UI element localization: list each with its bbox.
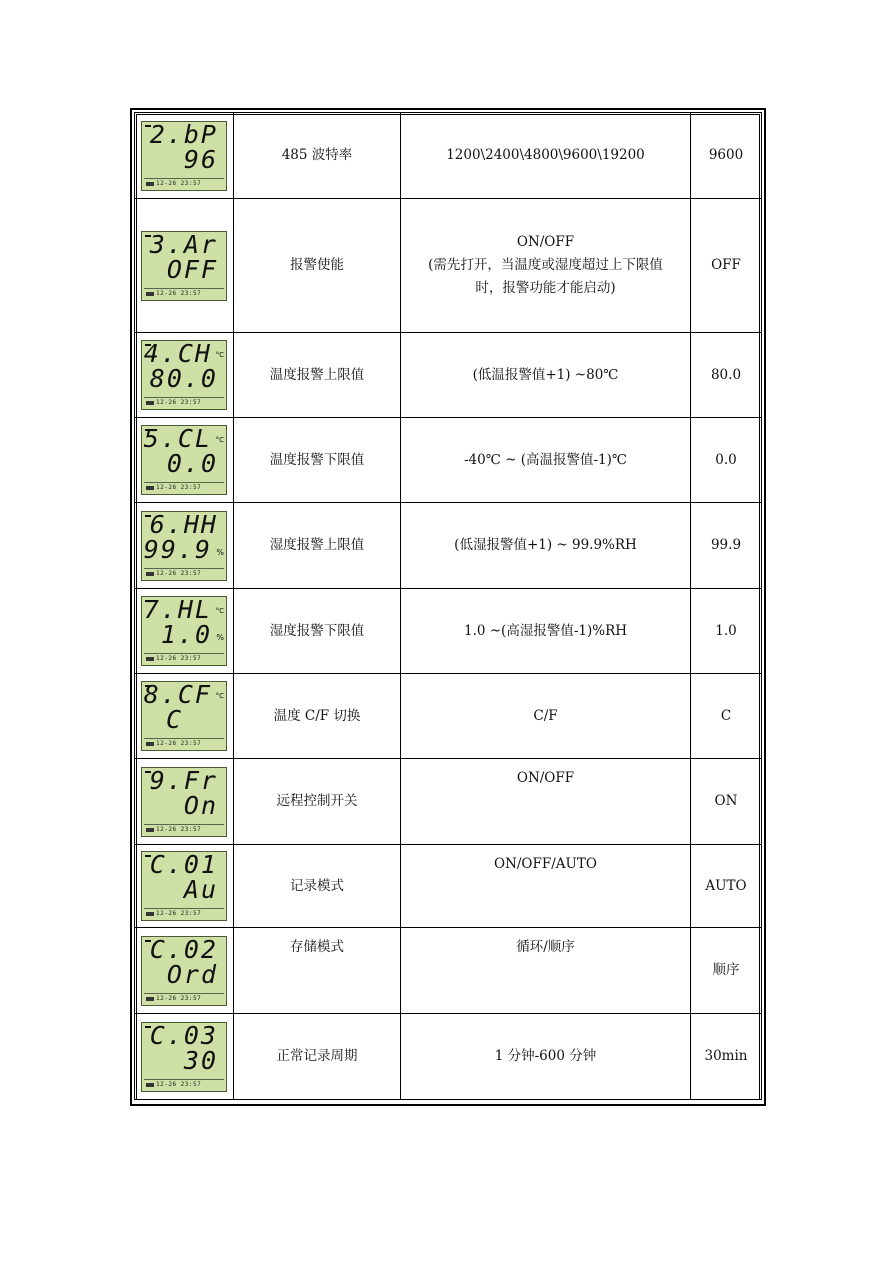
param-range bbox=[401, 333, 691, 418]
lcd-cell bbox=[135, 589, 234, 674]
lcd-battery-icon bbox=[146, 912, 154, 916]
lcd-line2: On bbox=[183, 790, 218, 820]
lcd-footer: 12-26 23:57 bbox=[156, 179, 202, 187]
lcd-separator bbox=[144, 288, 224, 289]
lcd-cell bbox=[135, 333, 234, 418]
table-row bbox=[135, 759, 762, 845]
lcd-display bbox=[141, 511, 227, 581]
lcd-unit1: °C bbox=[215, 692, 224, 700]
parameter-table bbox=[134, 112, 762, 1100]
param-range bbox=[401, 589, 691, 674]
lcd-battery-icon bbox=[146, 1083, 154, 1087]
param-name: 远程控制开关 bbox=[234, 759, 401, 845]
param-name: 湿度报警上限值 bbox=[234, 503, 401, 589]
lcd-line2: 80.0 bbox=[149, 364, 218, 393]
lcd-line1: 8.CF bbox=[143, 680, 212, 709]
table-row bbox=[135, 418, 762, 503]
param-name: 正常记录周期 bbox=[234, 1014, 401, 1100]
lcd-footer: 12-26 23:57 bbox=[156, 399, 202, 406]
param-default: 0.0 bbox=[691, 418, 762, 503]
table-row bbox=[135, 928, 762, 1014]
lcd-unit1: °C bbox=[215, 607, 224, 615]
range-line: ON/OFF bbox=[516, 234, 575, 250]
param-range bbox=[401, 1014, 691, 1100]
param-range bbox=[401, 674, 691, 759]
lcd-battery-icon bbox=[146, 572, 154, 576]
lcd-footer: 12-26 23:57 bbox=[156, 1080, 202, 1088]
lcd-battery-icon bbox=[146, 828, 154, 832]
lcd-cell bbox=[135, 1014, 234, 1100]
lcd-cell bbox=[135, 503, 234, 589]
range-line: (需先打开，当温度或湿度超过上下限值 bbox=[428, 257, 663, 273]
param-range bbox=[401, 759, 691, 845]
param-name: 记录模式 bbox=[234, 845, 401, 928]
range-line: ON/OFF bbox=[516, 770, 575, 786]
lcd-display bbox=[141, 681, 227, 751]
range-line: (低湿报警值+1) ~ 99.9%RH bbox=[454, 537, 637, 553]
param-default: 99.9 bbox=[691, 503, 762, 589]
param-default: C bbox=[691, 674, 762, 759]
lcd-cell bbox=[135, 199, 234, 333]
lcd-line2: OFF bbox=[166, 254, 218, 284]
lcd-cell bbox=[135, 674, 234, 759]
lcd-cell bbox=[135, 928, 234, 1014]
table-row bbox=[135, 589, 762, 674]
param-range bbox=[401, 199, 691, 333]
range-line: -40℃ ~ (高温报警值-1)℃ bbox=[463, 451, 628, 468]
param-range bbox=[401, 845, 691, 928]
lcd-cell bbox=[135, 759, 234, 845]
table-row bbox=[135, 503, 762, 589]
lcd-cell bbox=[135, 845, 234, 928]
lcd-line1: 2.bP bbox=[149, 119, 218, 149]
lcd-separator bbox=[144, 1079, 224, 1080]
lcd-display bbox=[141, 936, 227, 1006]
param-default: 9600 bbox=[691, 113, 762, 199]
lcd-unit1: °C bbox=[215, 351, 224, 359]
lcd-display bbox=[141, 121, 227, 191]
lcd-unit2: % bbox=[216, 547, 224, 557]
lcd-line2: 0.0 bbox=[166, 449, 218, 478]
lcd-battery-icon bbox=[146, 401, 154, 405]
lcd-battery-icon bbox=[146, 292, 154, 296]
lcd-line2: C bbox=[166, 705, 184, 734]
lcd-battery-icon bbox=[146, 657, 154, 661]
table-row bbox=[135, 333, 762, 418]
lcd-footer: 12-26 23:57 bbox=[156, 825, 202, 833]
lcd-line1: 5.CL bbox=[143, 424, 212, 453]
lcd-display bbox=[141, 231, 227, 301]
param-range bbox=[401, 113, 691, 199]
param-name: 485 波特率 bbox=[234, 113, 401, 199]
lcd-line1: 6.HH bbox=[149, 509, 218, 539]
table-row bbox=[135, 199, 762, 333]
param-name: 温度 C/F 切换 bbox=[234, 674, 401, 759]
param-default: AUTO bbox=[691, 845, 762, 928]
lcd-separator bbox=[144, 738, 224, 739]
lcd-display bbox=[141, 340, 227, 410]
lcd-display bbox=[141, 767, 227, 837]
lcd-line2: 30 bbox=[183, 1045, 218, 1075]
range-line: 循环/顺序 bbox=[516, 939, 575, 955]
lcd-separator bbox=[144, 178, 224, 179]
lcd-line2: 99.9 bbox=[143, 534, 212, 564]
lcd-cell bbox=[135, 113, 234, 199]
range-line: 时，报警功能才能启动) bbox=[475, 280, 616, 296]
lcd-line2: 96 bbox=[183, 144, 218, 174]
lcd-battery-icon bbox=[146, 486, 154, 490]
param-default: 30min bbox=[691, 1014, 762, 1100]
lcd-separator bbox=[144, 653, 224, 654]
range-line: (低温报警值+1) ~80℃ bbox=[472, 366, 619, 383]
param-default: 顺序 bbox=[691, 928, 762, 1014]
table-row bbox=[135, 845, 762, 928]
param-name: 报警使能 bbox=[234, 199, 401, 333]
lcd-display bbox=[141, 851, 227, 921]
param-default: ON bbox=[691, 759, 762, 845]
range-line: 1.0 ~(高湿报警值-1)%RH bbox=[463, 622, 628, 639]
lcd-footer: 12-26 23:57 bbox=[156, 910, 202, 917]
lcd-separator bbox=[144, 568, 224, 569]
lcd-line1: 3.Ar bbox=[149, 229, 218, 259]
table-row bbox=[135, 1014, 762, 1100]
lcd-unit2: % bbox=[216, 633, 224, 642]
lcd-footer: 12-26 23:57 bbox=[156, 740, 202, 747]
param-default: 1.0 bbox=[691, 589, 762, 674]
lcd-display bbox=[141, 596, 227, 666]
lcd-battery-icon bbox=[146, 997, 154, 1001]
lcd-battery-icon bbox=[146, 182, 154, 186]
lcd-footer: 12-26 23:57 bbox=[156, 484, 202, 491]
param-range bbox=[401, 418, 691, 503]
lcd-line2: Au bbox=[183, 875, 218, 904]
lcd-line2: Ord bbox=[166, 959, 218, 989]
lcd-display bbox=[141, 425, 227, 495]
lcd-separator bbox=[144, 824, 224, 825]
param-range bbox=[401, 503, 691, 589]
lcd-footer: 12-26 23:57 bbox=[156, 994, 202, 1002]
range-line: ON/OFF/AUTO bbox=[494, 856, 597, 872]
lcd-separator bbox=[144, 482, 224, 483]
lcd-footer: 12-26 23:57 bbox=[156, 289, 202, 297]
lcd-line1: C.03 bbox=[149, 1020, 218, 1050]
range-line: 1 分钟-600 分钟 bbox=[494, 1048, 597, 1064]
lcd-line2: 1.0 bbox=[160, 620, 212, 649]
param-name: 湿度报警下限值 bbox=[234, 589, 401, 674]
table-row bbox=[135, 674, 762, 759]
lcd-line1: C.01 bbox=[149, 850, 218, 879]
lcd-line1: 4.CH bbox=[143, 339, 212, 368]
lcd-cell bbox=[135, 418, 234, 503]
lcd-separator bbox=[144, 993, 224, 994]
param-range bbox=[401, 928, 691, 1014]
lcd-unit1: °C bbox=[215, 436, 224, 444]
param-name: 存储模式 bbox=[234, 928, 401, 1014]
param-name: 温度报警上限值 bbox=[234, 333, 401, 418]
lcd-line1: 7.HL bbox=[143, 595, 212, 624]
lcd-footer: 12-26 23:57 bbox=[156, 569, 202, 577]
range-line: C/F bbox=[533, 707, 558, 724]
lcd-footer: 12-26 23:57 bbox=[156, 655, 202, 662]
lcd-separator bbox=[144, 397, 224, 398]
table-row bbox=[135, 113, 762, 199]
param-default: OFF bbox=[691, 199, 762, 333]
range-line: 1200\2400\4800\9600\19200 bbox=[446, 147, 645, 163]
lcd-line1: C.02 bbox=[149, 934, 218, 964]
lcd-line1: 9.Fr bbox=[149, 765, 218, 795]
param-name: 温度报警下限值 bbox=[234, 418, 401, 503]
lcd-separator bbox=[144, 908, 224, 909]
lcd-battery-icon bbox=[146, 742, 154, 746]
param-default: 80.0 bbox=[691, 333, 762, 418]
lcd-display bbox=[141, 1022, 227, 1092]
